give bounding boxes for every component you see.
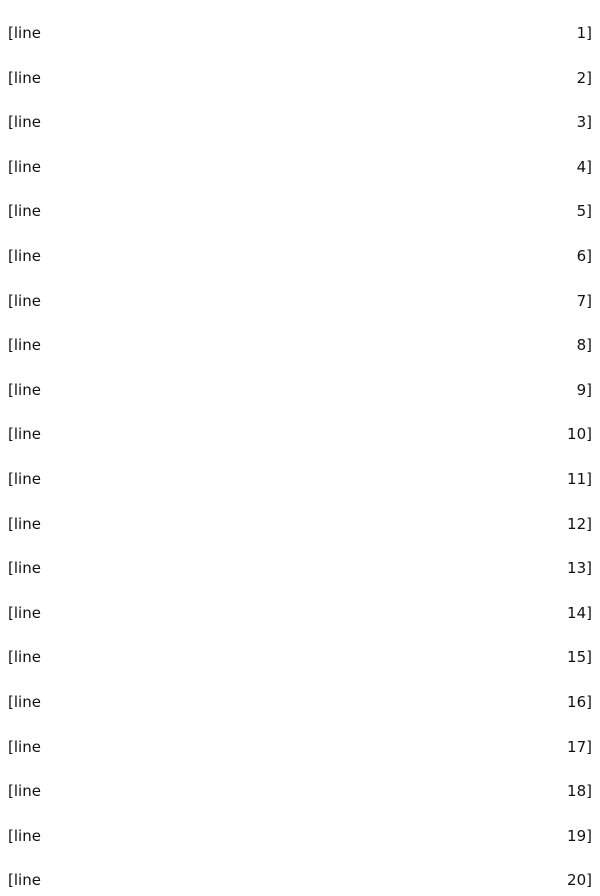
article-line: [line 20] [8,871,592,890]
article-line: [line 17] [8,737,592,756]
article-line: [line 15] [8,648,592,667]
article-line: [line 5] [8,202,592,221]
article-line: [line 1] [8,24,592,42]
article-line: [line 6] [8,246,592,265]
article-line: [line 2] [8,68,592,87]
article-line: [line 18] [8,782,592,801]
article-line: [line 4] [8,157,592,176]
article-line: [line 8] [8,336,592,355]
article-line: [line 16] [8,692,592,711]
article-line: [line 12] [8,514,592,533]
article-line: [line 9] [8,380,592,399]
article-line: [line 11] [8,469,592,488]
article-line: [line 14] [8,603,592,622]
article-line: [line 13] [8,559,592,578]
article-line: [line 7] [8,291,592,310]
article-line: [line 10] [8,425,592,444]
article-line: [line 3] [8,113,592,132]
article-line: [line 19] [8,826,592,845]
